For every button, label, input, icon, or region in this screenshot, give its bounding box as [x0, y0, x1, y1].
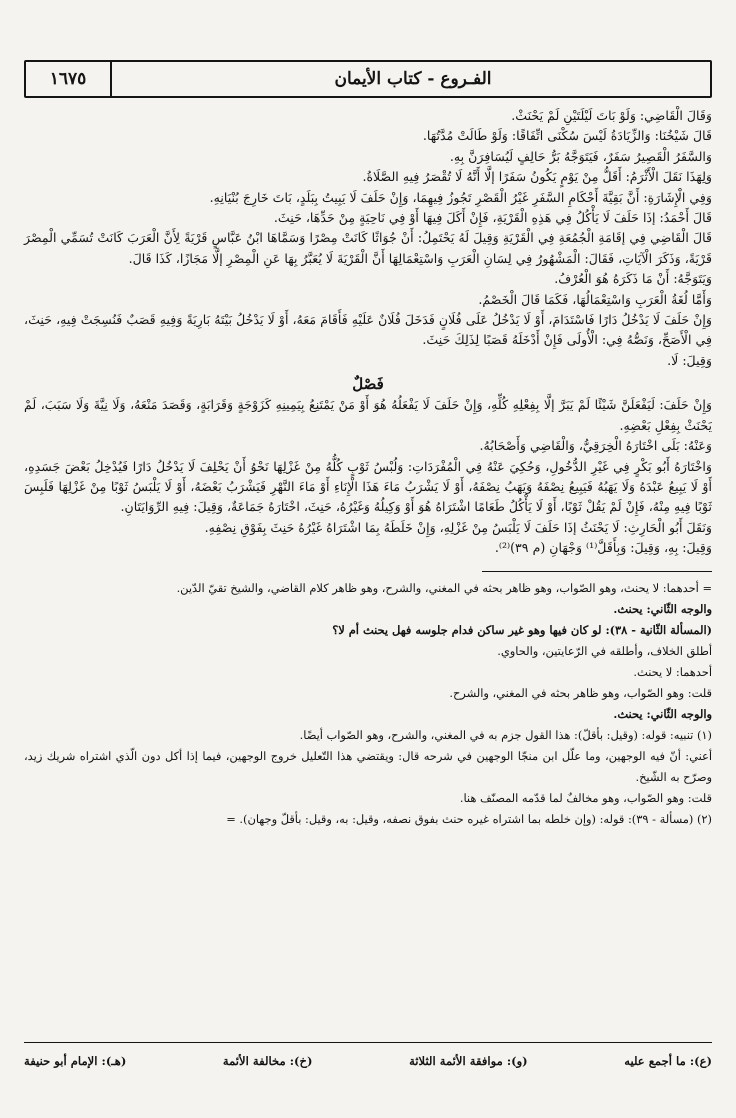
- footnote-line: (المسألة الثّانية - ٣٨): لو كان فيها وهو غير ساكن فدام جلوسه فهل يحنث أم لا؟: [332, 622, 712, 637]
- footnote-line: قلت: وهو الصّواب، وهو مخالفٌ لما قدّمه المصنّف هنا.: [459, 790, 712, 805]
- footnote-line: والوجه الثّاني: يحنث.: [613, 706, 712, 721]
- paragraph: وَقِيلَ: لَا.: [667, 352, 712, 368]
- paragraph: وَإِنْ حَلَفَ لَا يَدْخُلُ دَارًا فَاسْتَدَامَ، أَوْ لَا يَدْخُلُ عَلَى فُلَانٍ فَدَخَلَ فُلَانٌ عَلَيْهِ فَأَقَامَ مَعَهُ، أَوْ لَا يَدْخُلُ بَيْتَهُ بَارِيَةً وَفِيهِ قَصَبٌ فَنُسِجَتْ فِيهِ، حَنِثَ، فِي الْأَصَحِّ، وَنَصُّهُ فِي: الْأُولَى فَإِنْ أَدْخَلَهُ قَصَبًا لِذَلِكَ حَنِثَ.: [24, 312, 712, 348]
- paragraph: وَعَنْهُ: بَلَى اخْتَارَهُ الْخِرَقِيُّ، وَالْقَاضِي وَأَصْحَابُهُ.: [479, 438, 712, 454]
- paragraph: وَيَتَوَجَّهُ: أَنْ مَا ذَكَرَهُ هُوَ الْعُرْفُ.: [554, 271, 712, 287]
- paragraph: وَفِي الْإِشَارَةِ: أَنَّ بَقِيَّةَ أَحْكَامِ السَّفَرِ غَيْرُ الْقَصْرِ تَجُوزُ فِيهِمَا، وَإِنْ حَلَفَ لَا يَبِيتُ بِبَلَدٍ، بَاتَ خَارِجَ بُنْيَانِهِ.: [209, 189, 712, 205]
- paragraph: وَقِيلَ: بِهِ، وَقِيلَ: وَبِأَقَلَّ⁽¹⁾ وَجْهَانِ (م ٣٩)⁽²⁾.: [494, 540, 712, 556]
- footnote-separator: [482, 571, 712, 572]
- footer-legend-item: (و): موافقة الأئمة الثلاثة: [409, 1054, 528, 1068]
- paragraph: قَالَ الْقَاضِي فِي إقَامَةِ الْجُمُعَةِ فِي الْقَرْيَةِ وَقِيلَ لَهُ يَحْتَمِلُ: أَنْ جُوَاثًا كَانَتْ مِصْرًا وَسَمَّاهَا ابْنُ عَبَّاسٍ قَرْيَةً لِأَنَّ الْعَرَبَ كَانَتْ تُسَمِّي الْمِصْرَ قَرْيَةً، وَذَكَرَ الْآيَاتِ، فَقَالَ: الْمَشْهُورُ فِي لِسَانِ الْعَرَبِ وَاسْتِعْمَالِهَا أَنَّ الْقَرْيَةَ لَا يُعَبَّرُ بِهَا عَنِ الْمِصْرِ إلَّا مَجَازًا، كَذَا قَالَ.: [24, 230, 712, 266]
- page-number: ١٦٧٥: [26, 62, 112, 96]
- footer-legend-item: (ع): ما أجمع عليه: [624, 1054, 712, 1068]
- footnote-line: والوجه الثّاني: يحنث.: [613, 601, 712, 616]
- paragraph: وَقَالَ الْقَاضِي: وَلَوْ بَاتَ لَيْلَتَيْنِ لَمْ يَحْنَثْ.: [511, 108, 712, 123]
- footnote-line: أحدهما: لا يحنث.: [633, 664, 712, 679]
- paragraph: وَالسَّفَرُ الْقَصِيرُ سَفَرٌ، فَيَتَوَجَّهُ بَرُّ حَالِفٍ لَيُسَافِرَنَّ بِهِ.: [449, 148, 712, 164]
- paragraph: وَاخْتَارَهُ أَبُو بَكْرٍ فِي غَيْرِ الدُّخُولِ، وَحُكِيَ عَنْهُ فِي الْمُفْرَدَاتِ: وَلُبْسُ ثَوْبٍ كُلُّهُ مِنْ غَزْلِهَا نَحْوُ أَنْ يَحْلِفَ لَا يَدْخُلُ دَارًا فَيُدْخِلُ بَعْضَ جَسَدِهِ، أَوْ لَا يَبِيعُ عَبْدَهُ وَلَا يَهَبُهُ فَيَبِيعُ نِصْفَهُ وَيَهَبُ نِصْفَهُ، أَوْ لَا يَشْرَبُ مَاءَ هَذَا الْإِنَاءِ أَوْ مَاءَ النَّهْرِ فَيَشْرَبُ بَعْضَهُ، أَوْ لَا يَلْبَسُ ثَوْبًا مِنْ غَزْلِهَا فَلَبِسَ ثَوْبًا فِيهِ مِنْهُ، فَإِنْ لَمْ يَقُلْ ثَوْبًا، أَوْ لَا يَأْكُلُ طَعَامًا اشْتَرَاهُ هُوَ أَوْ وَكِيلُهُ وَغَيْرُهُ، حَنِثَ، اخْتَارَهُ جَمَاعَةٌ، وَقِيلَ: فِيهِ الرِّوَايَتَانِ.: [24, 458, 712, 515]
- book-page: [24, 60, 712, 1100]
- footer-legend-item: (خ): مخالفة الأئمة: [222, 1054, 313, 1068]
- page-footer: [24, 1042, 712, 1073]
- paragraph: وَنَقَلَ أَبُو الْحَارِثِ: لَا يَحْنَثُ إذَا حَلَفَ لَا يَلْبَسُ مِنْ غَزْلِهِ، وَإِنْ خَلَطَهُ بِمَا اشْتَرَاهُ غَيْرُهُ حَنِثَ بِفَوْقِ نِصْفِهِ.: [204, 519, 712, 535]
- main-text: [24, 106, 712, 559]
- paragraph: قَالَ أَحْمَدُ: إذَا حَلَفَ لَا يَأْكُلُ فِي هَذِهِ الْقَرْيَةِ، فَإِنْ أَكَلَ فِيهَا أَوْ فِي نَاحِيَةٍ مِنْ حَدِّهَا، حَنِثَ.: [273, 210, 712, 226]
- running-title: الفـروع - كتاب الأيمان: [334, 69, 492, 89]
- footnote-line: (٢) (مسألة - ٣٩): قوله: (وإن خلطه بما اشتراه غيره حنث بفوق نصفه، وقيل: به، وقيل: بأقلّ وجهان). =: [226, 811, 712, 826]
- paragraph: قَالَ شَيْخُنَا: وَالزِّيَادَةُ لَيْسَ سُكْنَى اتِّفَاقًا: وَلَوْ طَالَتْ مُدَّتُهَا.: [422, 128, 712, 144]
- footnote-line: أطلق الخلاف، وأطلقه في الرّعايتين، والحاوي.: [497, 643, 712, 658]
- footer-legend-item: (هـ): الإمام أبو حنيفة: [24, 1054, 127, 1068]
- footnote-line: قلت: وهو الصّواب، وهو ظاهر بحثه في المغني، والشرح.: [449, 685, 712, 700]
- page-header: [24, 60, 712, 98]
- paragraph: وَلِهَذَا نَقَلَ الْأَثْرَمُ: أَقَلُّ مِنْ يَوْمٍ يَكُونُ سَفَرًا إلَّا أَنَّهُ لَا تُقْصَرُ فِيهِ الصَّلَاةُ.: [362, 169, 712, 185]
- footnote-line: = أحدهما: لا يحنث، وهو الصّواب، وهو ظاهر بحثه في المغني، والشرح، وهو ظاهر كلام القاضي، والشيخ تقيّ الدّين.: [176, 580, 712, 595]
- paragraph: وَأَمَّا لُغَةُ الْعَرَبِ وَاسْتِعْمَالُهَا، فَكَمَا قَالَ الْخَصْمُ.: [478, 291, 712, 307]
- section-heading: فَصْلٌ: [352, 375, 384, 394]
- paragraph: وَإِنْ حَلَفَ: لَيَفْعَلَنَّ شَيْئًا لَمْ يَبَرَّ إلَّا بِفِعْلِهِ كُلِّهِ، وَإِنْ حَلَفَ لَا يَفْعَلُهُ هُوَ أَوْ مَنْ يَمْتَنِعُ بِيَمِينِهِ كَزَوْجَةٍ وَقَرَابَةٍ، وَقَصَدَ مَنْعَهُ، وَلَا نِيَّةَ وَلَا سَبَبَ، لَمْ يَحْنَثْ بِفِعْلِ بَعْضِهِ.: [24, 397, 712, 433]
- footnote-line: (١) تنبيه: قوله: (وقيل: بأقلّ): هذا القول جزم به في المغني، والشرح، وهو الصّواب أيضًا.: [299, 727, 712, 742]
- footnote-line: أعني: أنّ فيه الوجهين، وما علّل ابن منجّا الوجهين في شرحه قال: ويقتضي هذا التّعليل خروج الوجهين، فيما إذا أكل دون الّذي اشتراه شريك زيد، وصرّح به الشّيخ.: [24, 748, 712, 784]
- footnotes: [24, 578, 712, 830]
